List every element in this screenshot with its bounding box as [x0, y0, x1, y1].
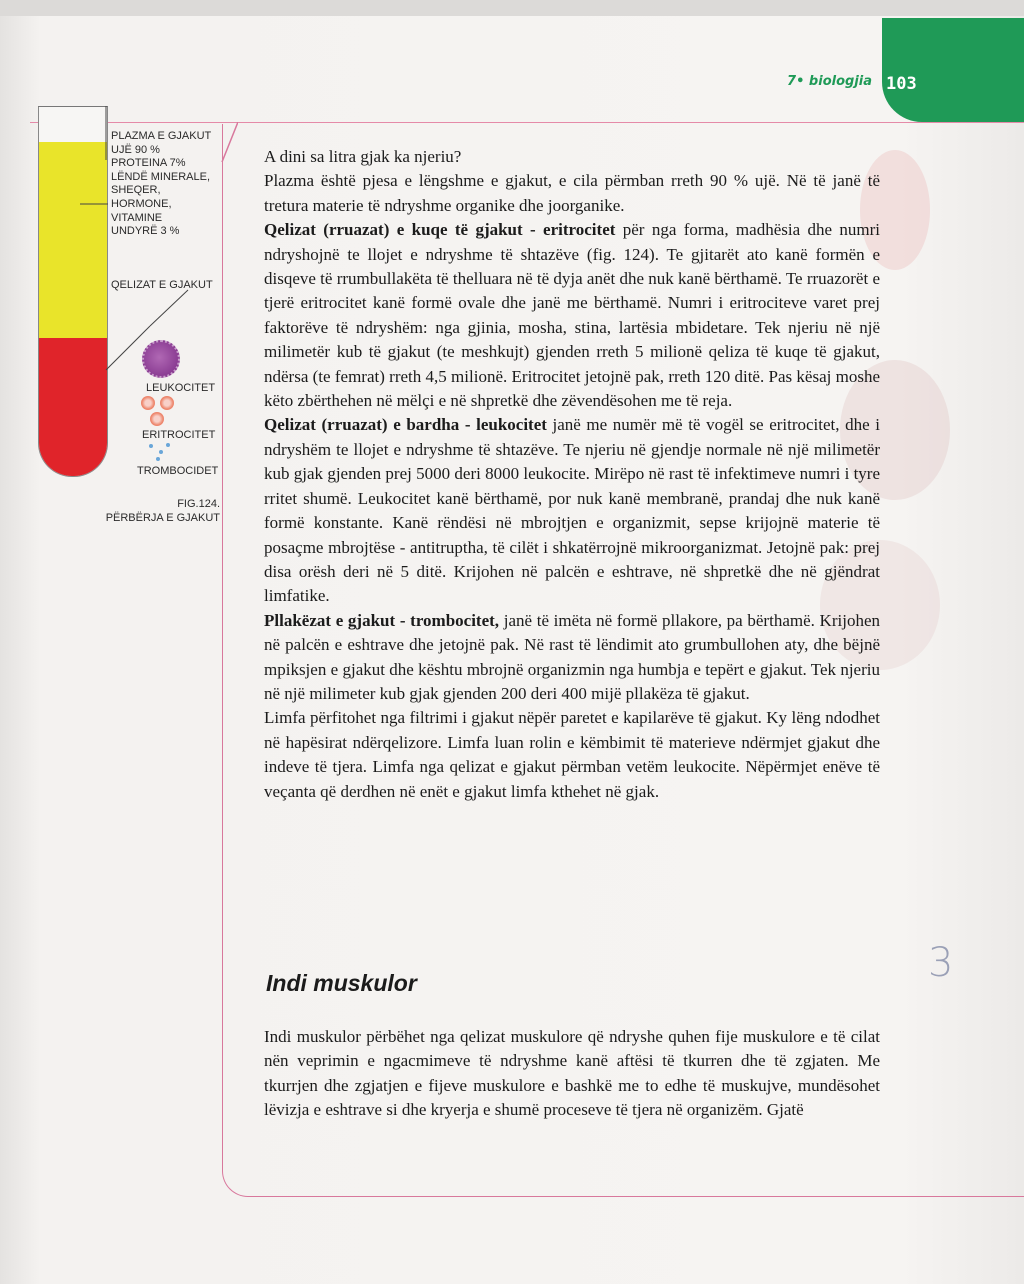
scan-edge [0, 0, 1024, 16]
leukocyte-label: LEUKOCITET [146, 382, 216, 394]
plasma-label-line: VITAMINE [111, 211, 163, 224]
figure-caption [60, 498, 220, 525]
handwritten-margin-mark: 3 [928, 940, 954, 986]
thrombocyte-icon [149, 444, 153, 448]
erythrocyte-icon [160, 396, 174, 410]
figure-caption-number: FIG.124. [177, 498, 220, 510]
question-paragraph [264, 145, 880, 169]
thrombocytes-paragraph [264, 609, 880, 707]
plasma-text: Plazma është pjesa e lëngshme e gjakut, e cila përmban rreth 90 % ujë. Në të janë të tretura materie të ndryshme organike dhe joorganike. [264, 171, 880, 215]
plasma-label-line: PLAZMA E GJAKUT [111, 130, 212, 142]
lymph-paragraph [264, 706, 880, 804]
plasma-label-line: LËNDË MINERALE, [111, 170, 211, 183]
leukocytes-text: janë me numër më të vogël se eritrocitet, dhe i ndryshëm te llojet e ndryshme të shtazëve. Te njeriu në gjendje normale në një milimetër kub gjak gjenden prej 5000 deri 8000 leukocite. Mirëpo në rast të infektimeve numri i tyre rritet shumë. Leukocitet kanë bërthamë, por nuk kanë membranë, prandaj dhe nuk kanë formë konstante. Kanë rëndësi në mbrojtjen e organizmit, sepse krijojnë materie të posaçme mbrojtëse - antitruptha, të cilët i shkatërrojnë mikroorganizmat. Jetojnë pak: prej disa orësh deri në 5 ditë. Krijohen në palcën e eshtrave, në shpretkë dhe në gjëndrat limfatike. [264, 415, 880, 606]
erythrocytes-text: për nga forma, madhësia dhe numri ndryshojnë te llojet e ndryshme të shtazëve (fig. 124). Te gjitarët ato kanë formën e disqeve të rrumbullakëta të thelluara në të dyja anët dhe nuk kanë bërthamë. Te rruazorët e tjerë eritrocitet kanë formë ovale dhe janë me bërthamë. Numri i eritrociteve varet prej faktorëve të ndryshëm: nga gjinia, mosha, stina, lartësia mbidetare. Tek njeriu në një milimetër kub të gjakut (te meshkujt) gjenden rreth 5 milionë qeliza të kuqe të gjakut, ndërsa (te femrat) rreth 4,5 milionë. Eritrocitet jetojnë pak, rreth 120 ditë. Pas kësaj moshe këto zbërthehen në mëlçi e në shpretkë dhe zëvendësohen me të reja. [264, 220, 880, 411]
leukocytes-term: Qelizat (rruazat) e bardha - leukocitet [264, 415, 547, 435]
erythrocytes-paragraph [264, 218, 880, 413]
plasma-paragraph [264, 169, 880, 218]
main-text [264, 145, 880, 804]
question-text: A dini sa litra gjak ka njeriu? [264, 147, 462, 166]
plasma-label-line: UJË 90 % [111, 143, 160, 156]
plasma-label-line: UNDYRË 3 % [111, 225, 180, 238]
running-header: 7• biologjia [787, 74, 872, 89]
page-number: 103 [886, 74, 917, 94]
chapter-tab [882, 18, 1024, 122]
erythrocyte-icon [141, 396, 155, 410]
lymph-text: Limfa përfitohet nga filtrimi i gjakut nëpër paretet e kapilarëve të gjakut. Ky lëng ndodhet në hapësirat ndërqelizore. Limfa luan rolin e këmbimit të materieve ndërmjet gjakut dhe indeve të tjera. Limfa nga qelizat e gjakut përmban vetëm leukocite. Nëpërmjet enëve të veçanta që derdhen në enët e gjakut limfa kthehet në gjak. [264, 708, 880, 801]
erythrocyte-icon [150, 412, 164, 426]
muscle-text-content: Indi muskulor përbëhet nga qelizat muskulore që ndryshe quhen fije muskulore e të cilat nën veprimin e ngacmimeve të ndryshme kanë aftësi të tkurren dhe të zgjaten. Me tkurrjen dhe zgjatjen e fijeve muskulore e bashkë me to edhe të muskujve, mundësohet lëvizja e eshtrave si dhe kryerja e shumë proceseve të tjera në organizëm. Gjatë [264, 1027, 880, 1120]
thrombocyte-icon [156, 457, 160, 461]
leukocytes-paragraph [264, 413, 880, 608]
plasma-label-line: HORMONE, [111, 197, 172, 210]
thrombocytes-text: janë të imëta në formë pllakore, pa bërthamë. Krijohen në palcën e eshtrave dhe jetojnë pak. Në rast të lëndimit ato grumbullohen aty, dhe bëjnë mpiksjen e gjakut dhe kështu mbrojnë organizmin nga humbja e tepërt e gjakut. Tek njeriu në një milimeter kub gjak gjenden 200 deri 400 mijë pllakëza të gjakut. [264, 610, 880, 703]
erythrocyte-label: ERITROCITET [142, 429, 216, 441]
thrombocyte-icon [159, 450, 163, 454]
section-heading: Indi muskulor [266, 970, 417, 996]
thrombocyte-label: TROMBOCIDET [137, 465, 219, 477]
muscle-text [264, 1025, 880, 1123]
plasma-label-line: PROTEINA 7% [111, 157, 186, 170]
plasma-label-line: SHEQER, [111, 184, 161, 197]
plasma-label [111, 130, 211, 239]
cells-label: QELIZAT E GJAKUT [111, 279, 213, 291]
thrombocyte-icon [166, 443, 170, 447]
erythrocytes-term: Qelizat (rruazat) e kuqe të gjakut - eritrocitet [264, 220, 616, 240]
thrombocytes-term: Pllakëzat e gjakut - trombocitet, [264, 610, 500, 630]
muscle-paragraph [264, 1025, 880, 1123]
leukocyte-icon [142, 340, 180, 378]
figure-caption-title: PËRBËRJA E GJAKUT [105, 511, 220, 524]
